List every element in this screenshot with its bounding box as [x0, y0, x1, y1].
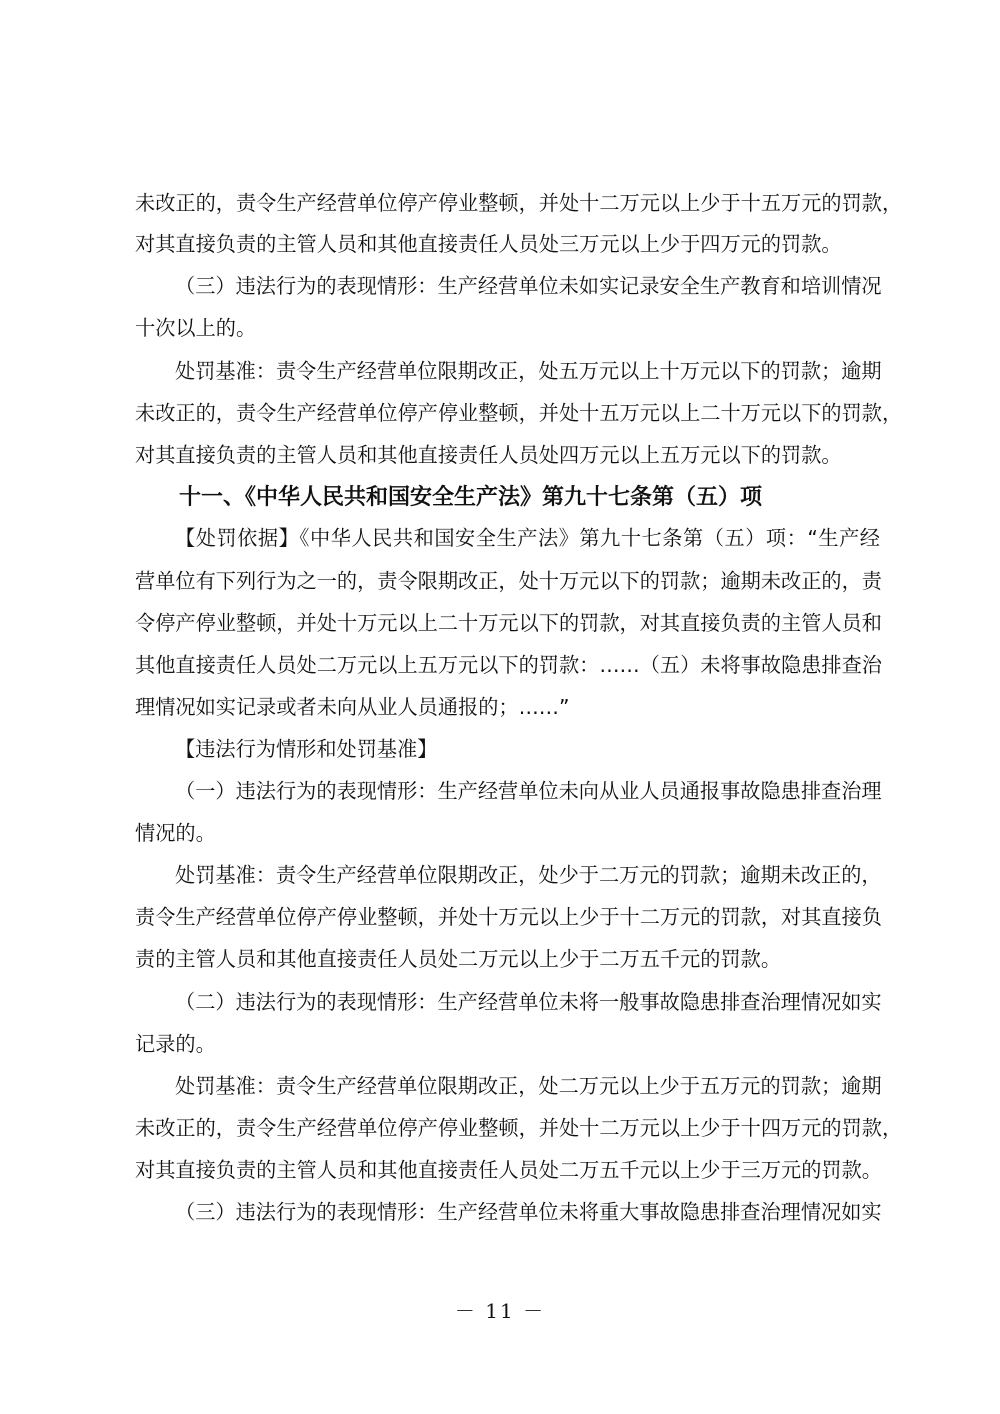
text-line: （三）违法行为的表现情形：生产经营单位未如实记录安全生产教育和培训情况: [175, 274, 882, 298]
text-line: 处罚基准：责令生产经营单位限期改正，处五万元以上十万元以下的罚款；逾期: [175, 359, 882, 383]
text-line: 处罚基准：责令生产经营单位限期改正，处少于二万元的罚款；逾期未改正的，: [175, 863, 882, 887]
text-line: 【处罚依据】《中华人民共和国安全生产法》第九十七条第（五）项：“生产经: [175, 526, 880, 550]
text-line: 理情况如实记录或者未向从业人员通报的；……”: [135, 695, 570, 719]
text-line: 情况的。: [135, 821, 216, 845]
text-line: 十次以上的。: [135, 316, 257, 340]
text-line: 记录的。: [135, 1032, 216, 1056]
text-line: （三）违法行为的表现情形：生产经营单位未将重大事故隐患排查治理情况如实: [175, 1200, 882, 1224]
subsection-label: 【违法行为情形和处罚基准】: [175, 737, 438, 761]
text-line: 责的主管人员和其他直接责任人员处二万元以上少于二万五千元的罚款。: [135, 947, 782, 971]
text-line: 对其直接负责的主管人员和其他直接责任人员处四万元以上五万元以下的罚款。: [135, 443, 842, 467]
text-line: 对其直接负责的主管人员和其他直接责任人员处三万元以上少于四万元的罚款。: [135, 232, 842, 256]
section-heading: 十一、《中华人民共和国安全生产法》第九十七条第（五）项: [179, 484, 763, 510]
text-line: 未改正的，责令生产经营单位停产停业整顿，并处十二万元以上少于十五万元的罚款，: [135, 191, 903, 215]
text-line: 营单位有下列行为之一的，责令限期改正，处十万元以下的罚款；逾期未改正的，责: [135, 569, 882, 593]
page-number: － 11 －: [454, 1299, 546, 1323]
text-line: 处罚基准：责令生产经营单位限期改正，处二万元以上少于五万元的罚款；逾期: [175, 1074, 882, 1098]
text-line: 令停产停业整顿，并处十万元以上二十万元以下的罚款，对其直接负责的主管人员和: [135, 611, 882, 635]
text-line: 未改正的，责令生产经营单位停产停业整顿，并处十二万元以上少于十四万元的罚款，: [135, 1116, 903, 1140]
text-line: 对其直接负责的主管人员和其他直接责任人员处二万五千元以上少于三万元的罚款。: [135, 1158, 882, 1182]
text-line: （二）违法行为的表现情形：生产经营单位未将一般事故隐患排查治理情况如实: [175, 990, 882, 1014]
text-line: （一）违法行为的表现情形：生产经营单位未向从业人员通报事故隐患排查治理: [175, 779, 882, 803]
text-line: 其他直接责任人员处二万元以上五万元以下的罚款：……（五）未将事故隐患排查治: [135, 653, 882, 677]
text-line: 责令生产经营单位停产停业整顿，并处十万元以上少于十二万元的罚款，对其直接负: [135, 905, 882, 929]
text-line: 未改正的，责令生产经营单位停产停业整顿，并处十五万元以上二十万元以下的罚款，: [135, 401, 903, 425]
